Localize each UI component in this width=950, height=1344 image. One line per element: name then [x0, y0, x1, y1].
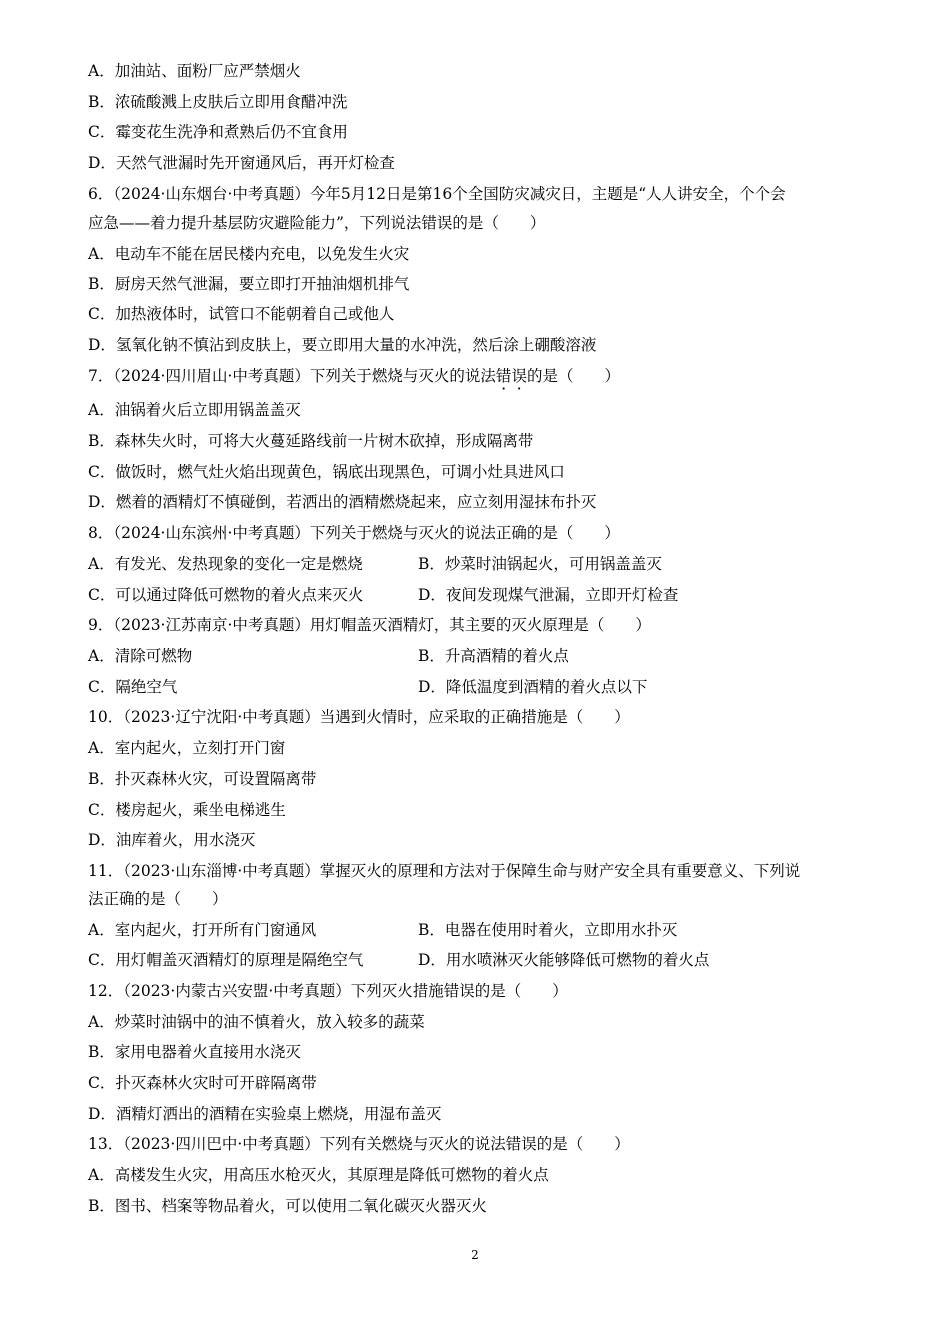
q6-option-b: B．厨房天然气泄漏，要立即打开抽油烟机排气: [88, 275, 410, 293]
q10-option-b: B．扑灭森林火灾，可设置隔离带: [88, 770, 317, 788]
q8-option-b: B．炒菜时油锅起火，可用锅盖盖灭: [418, 555, 662, 573]
page-number: 2: [471, 1248, 479, 1262]
q11-option-a: A．室内起火，打开所有门窗通风: [88, 921, 317, 939]
q8-option-a: A．有发光、发热现象的变化一定是燃烧: [88, 555, 363, 573]
q9-option-c: C．隔绝空气: [88, 678, 178, 696]
q8-option-d: D．夜间发现煤气泄漏，立即开灯检查: [418, 586, 679, 604]
q7-stem: [88, 366, 620, 386]
q10-stem: 10．（2023·辽宁沈阳·中考真题）当遇到火情时，应采取的正确措施是（ ）: [88, 708, 630, 726]
q6-option-a-visible: A．电动车不能在居民楼内充电，以免发生火灾: [88, 245, 410, 263]
prev-option-d: D．天然气泄漏时先开窗通风后，再开灯检查: [88, 154, 395, 172]
q7-option-b: B．森林失火时，可将大火蔓延路线前一片树木砍掉，形成隔离带: [88, 432, 534, 450]
q7-option-d: D．燃着的酒精灯不慎碰倒，若洒出的酒精燃烧起来，应立刻用湿抹布扑灭: [88, 493, 597, 511]
q10-option-c: C．楼房起火，乘坐电梯逃生: [88, 801, 286, 819]
q8-stem: 8．（2024·山东滨州·中考真题）下列关于燃烧与灭火的说法正确的是（ ）: [88, 524, 620, 542]
q11-option-d: D．用水喷淋灭火能够降低可燃物的着火点: [418, 951, 710, 969]
q13-option-b: B．图书、档案等物品着火，可以使用二氧化碳灭火器灭火: [88, 1197, 487, 1215]
q7-stem-suffix: 的是（ ）: [526, 367, 620, 385]
q7-emph-char-2: 误: [511, 367, 527, 385]
q9-option-a: A．清除可燃物: [88, 647, 193, 665]
q12-option-d: D．酒精灯洒出的酒精在实验桌上燃烧，用湿布盖灭: [88, 1105, 442, 1123]
q11-stem-line1: 11．（2023·山东淄博·中考真题）掌握灭火的原理和方法对于保障生命与财产安全具有重要意义、下列说: [88, 862, 801, 880]
prev-option-c: C．霉变花生洗净和煮熟后仍不宜食用: [88, 123, 348, 141]
q9-option-d: D．降低温度到酒精的着火点以下: [418, 678, 648, 696]
q12-option-b: B．家用电器着火直接用水浇灭: [88, 1043, 301, 1061]
q6-stem-line1: 6．（2024·山东烟台·中考真题）今年5月12日是第16个全国防灾减灾日，主题是“人人讲安全，个个会: [88, 185, 786, 203]
q11-option-b: B．电器在使用时着火，立即用水扑灭: [418, 921, 678, 939]
q9-option-b: B．升高酒精的着火点: [418, 647, 569, 665]
q13-stem: 13．（2023·四川巴中·中考真题）下列有关燃烧与灭火的说法错误的是（ ）: [88, 1135, 630, 1153]
q6-option-d: D．氢氧化钠不慎沾到皮肤上，要立即用大量的水冲洗，然后涂上硼酸溶液: [88, 336, 597, 354]
q11-stem-line2: 法正确的是（ ）: [88, 890, 228, 908]
q8-option-c: C．可以通过降低可燃物的着火点来灭火: [88, 586, 364, 604]
prev-option-a: A．加油站、面粉厂应严禁烟火: [88, 62, 301, 80]
q6-option-c: C．加热液体时，试管口不能朝着自己或他人: [88, 305, 395, 323]
q6-stem-line2: 应急——着力提升基层防灾避险能力”，下列说法错误的是（ ）: [88, 214, 546, 232]
q7-option-a: A．油锅着火后立即用锅盖盖灭: [88, 401, 301, 419]
prev-option-b: B．浓硫酸溅上皮肤后立即用食醋冲洗: [88, 93, 348, 111]
q7-emph-char-1: 错: [495, 367, 512, 385]
q10-option-a: A．室内起火，立刻打开门窗: [88, 739, 286, 757]
q12-option-c: C．扑灭森林火灾时可开辟隔离带: [88, 1074, 317, 1092]
q13-option-a: A．高楼发生火灾，用高压水枪灭火，其原理是降低可燃物的着火点: [88, 1166, 549, 1184]
q7-stem-prefix: 7．（2024·四川眉山·中考真题）下列关于燃烧与灭火的说法: [88, 367, 496, 385]
q10-option-d: D．油库着火，用水浇灭: [88, 831, 256, 849]
q12-option-a: A．炒菜时油锅中的油不慎着火，放入较多的蔬菜: [88, 1013, 425, 1031]
q7-option-c: C．做饭时，燃气灶火焰出现黄色，锅底出现黑色，可调小灶具进风口: [88, 463, 565, 481]
q9-stem: 9．（2023·江苏南京·中考真题）用灯帽盖灭酒精灯，其主要的灭火原理是（ ）: [88, 616, 651, 634]
q11-option-c: C．用灯帽盖灭酒精灯的原理是隔绝空气: [88, 951, 364, 969]
q12-stem: 12．（2023·内蒙古兴安盟·中考真题）下列灭火措施错误的是（ ）: [88, 982, 568, 1000]
